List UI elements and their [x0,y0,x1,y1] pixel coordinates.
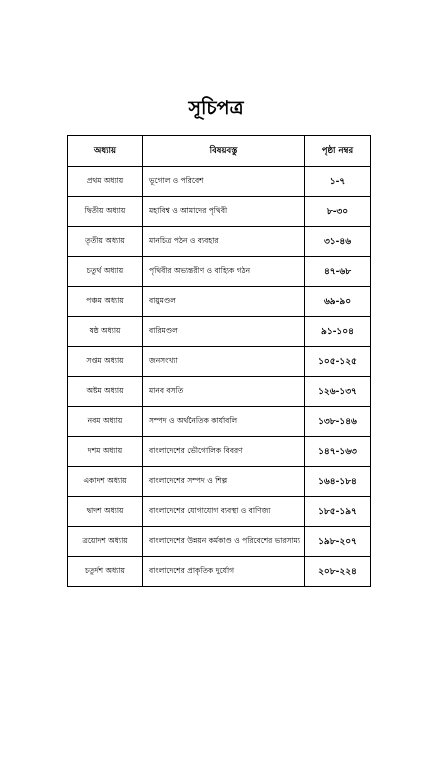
table-row [68,167,371,197]
page-range-cell: ১৬৪-১৮৪ [305,467,371,497]
topic-cell: বাংলাদেশের যোগাযোগ ব্যবস্থা ও বাণিজ্য [143,497,305,527]
table-row [68,437,371,467]
page-range-cell: ১২৬-১৩৭ [305,377,371,407]
page-range-cell: ১৯৮-২০৭ [305,527,371,557]
chapter-cell: ত্রয়োদশ অধ্যায় [68,527,143,557]
chapter-cell: দশম অধ্যায় [68,437,143,467]
topic-cell: ভূগোল ও পরিবেশ [143,167,305,197]
topic-cell: বায়ুমণ্ডল [143,287,305,317]
chapter-cell: নবম অধ্যায় [68,407,143,437]
topic-cell: মানব বসতি [143,377,305,407]
topic-cell: পৃথিবীর অভ্যন্তরীণ ও বাহ্যিক গঠন [143,257,305,287]
chapter-cell: চতুর্থ অধ্যায় [68,257,143,287]
topic-cell: বাংলাদেশের ভৌগোলিক বিবরণ [143,437,305,467]
page-range-cell: ৩১-৪৬ [305,227,371,257]
table-row [68,227,371,257]
table-of-contents [67,135,371,587]
topic-cell: বারিমণ্ডল [143,317,305,347]
page-range-cell: ১৪৭-১৬৩ [305,437,371,467]
page-title: সূচিপত্র [188,97,244,119]
topic-cell: মহাবিশ্ব ও আমাদের পৃথিবী [143,197,305,227]
topic-cell: বাংলাদেশের সম্পদ ও শিল্প [143,467,305,497]
chapter-cell: দ্বাদশ অধ্যায় [68,497,143,527]
page-range-cell: ৯১-১০৪ [305,317,371,347]
table-header-row [68,136,371,167]
chapter-cell: অষ্টম অধ্যায় [68,377,143,407]
page-range-cell: ৬৯-৯০ [305,287,371,317]
chapter-cell: ষষ্ঠ অধ্যায় [68,317,143,347]
table-row [68,527,371,557]
chapter-cell: পঞ্চম অধ্যায় [68,287,143,317]
topic-cell: সম্পদ ও অর্থনৈতিক কার্যাবলি [143,407,305,437]
header-page-number: পৃষ্ঠা নম্বর [305,136,371,167]
chapter-cell: দ্বিতীয় অধ্যায় [68,197,143,227]
chapter-cell: প্রথম অধ্যায় [68,167,143,197]
topic-cell: বাংলাদেশের উন্নয়ন কর্মকাণ্ড ও পরিবেশের ভারসাম্য [143,527,305,557]
topic-cell: জনসংখ্যা [143,347,305,377]
page-range-cell: ১৮৫-১৯৭ [305,497,371,527]
table-row [68,407,371,437]
page-range-cell: ২০৮-২২৪ [305,557,371,587]
table-row [68,557,371,587]
table-row [68,197,371,227]
table-row [68,287,371,317]
topic-cell: মানচিত্র পঠন ও ব্যবহার [143,227,305,257]
page-range-cell: ১৩৮-১৪৬ [305,407,371,437]
table-row [68,377,371,407]
chapter-cell: একাদশ অধ্যায় [68,467,143,497]
header-topic: বিষয়বস্তু [143,136,305,167]
table-row [68,467,371,497]
chapter-cell: সপ্তম অধ্যায় [68,347,143,377]
table-row [68,317,371,347]
chapter-cell: তৃতীয় অধ্যায় [68,227,143,257]
table-row [68,497,371,527]
table-row [68,347,371,377]
table-row [68,257,371,287]
page-range-cell: ১০৫-১২৫ [305,347,371,377]
table-body [68,167,371,587]
topic-cell: বাংলাদেশের প্রাকৃতিক দুর্যোগ [143,557,305,587]
header-chapter: অধ্যায় [68,136,143,167]
page-range-cell: ৪৭-৬৮ [305,257,371,287]
chapter-cell: চতুর্দশ অধ্যায় [68,557,143,587]
page-range-cell: ১-৭ [305,167,371,197]
page-range-cell: ৮-৩০ [305,197,371,227]
